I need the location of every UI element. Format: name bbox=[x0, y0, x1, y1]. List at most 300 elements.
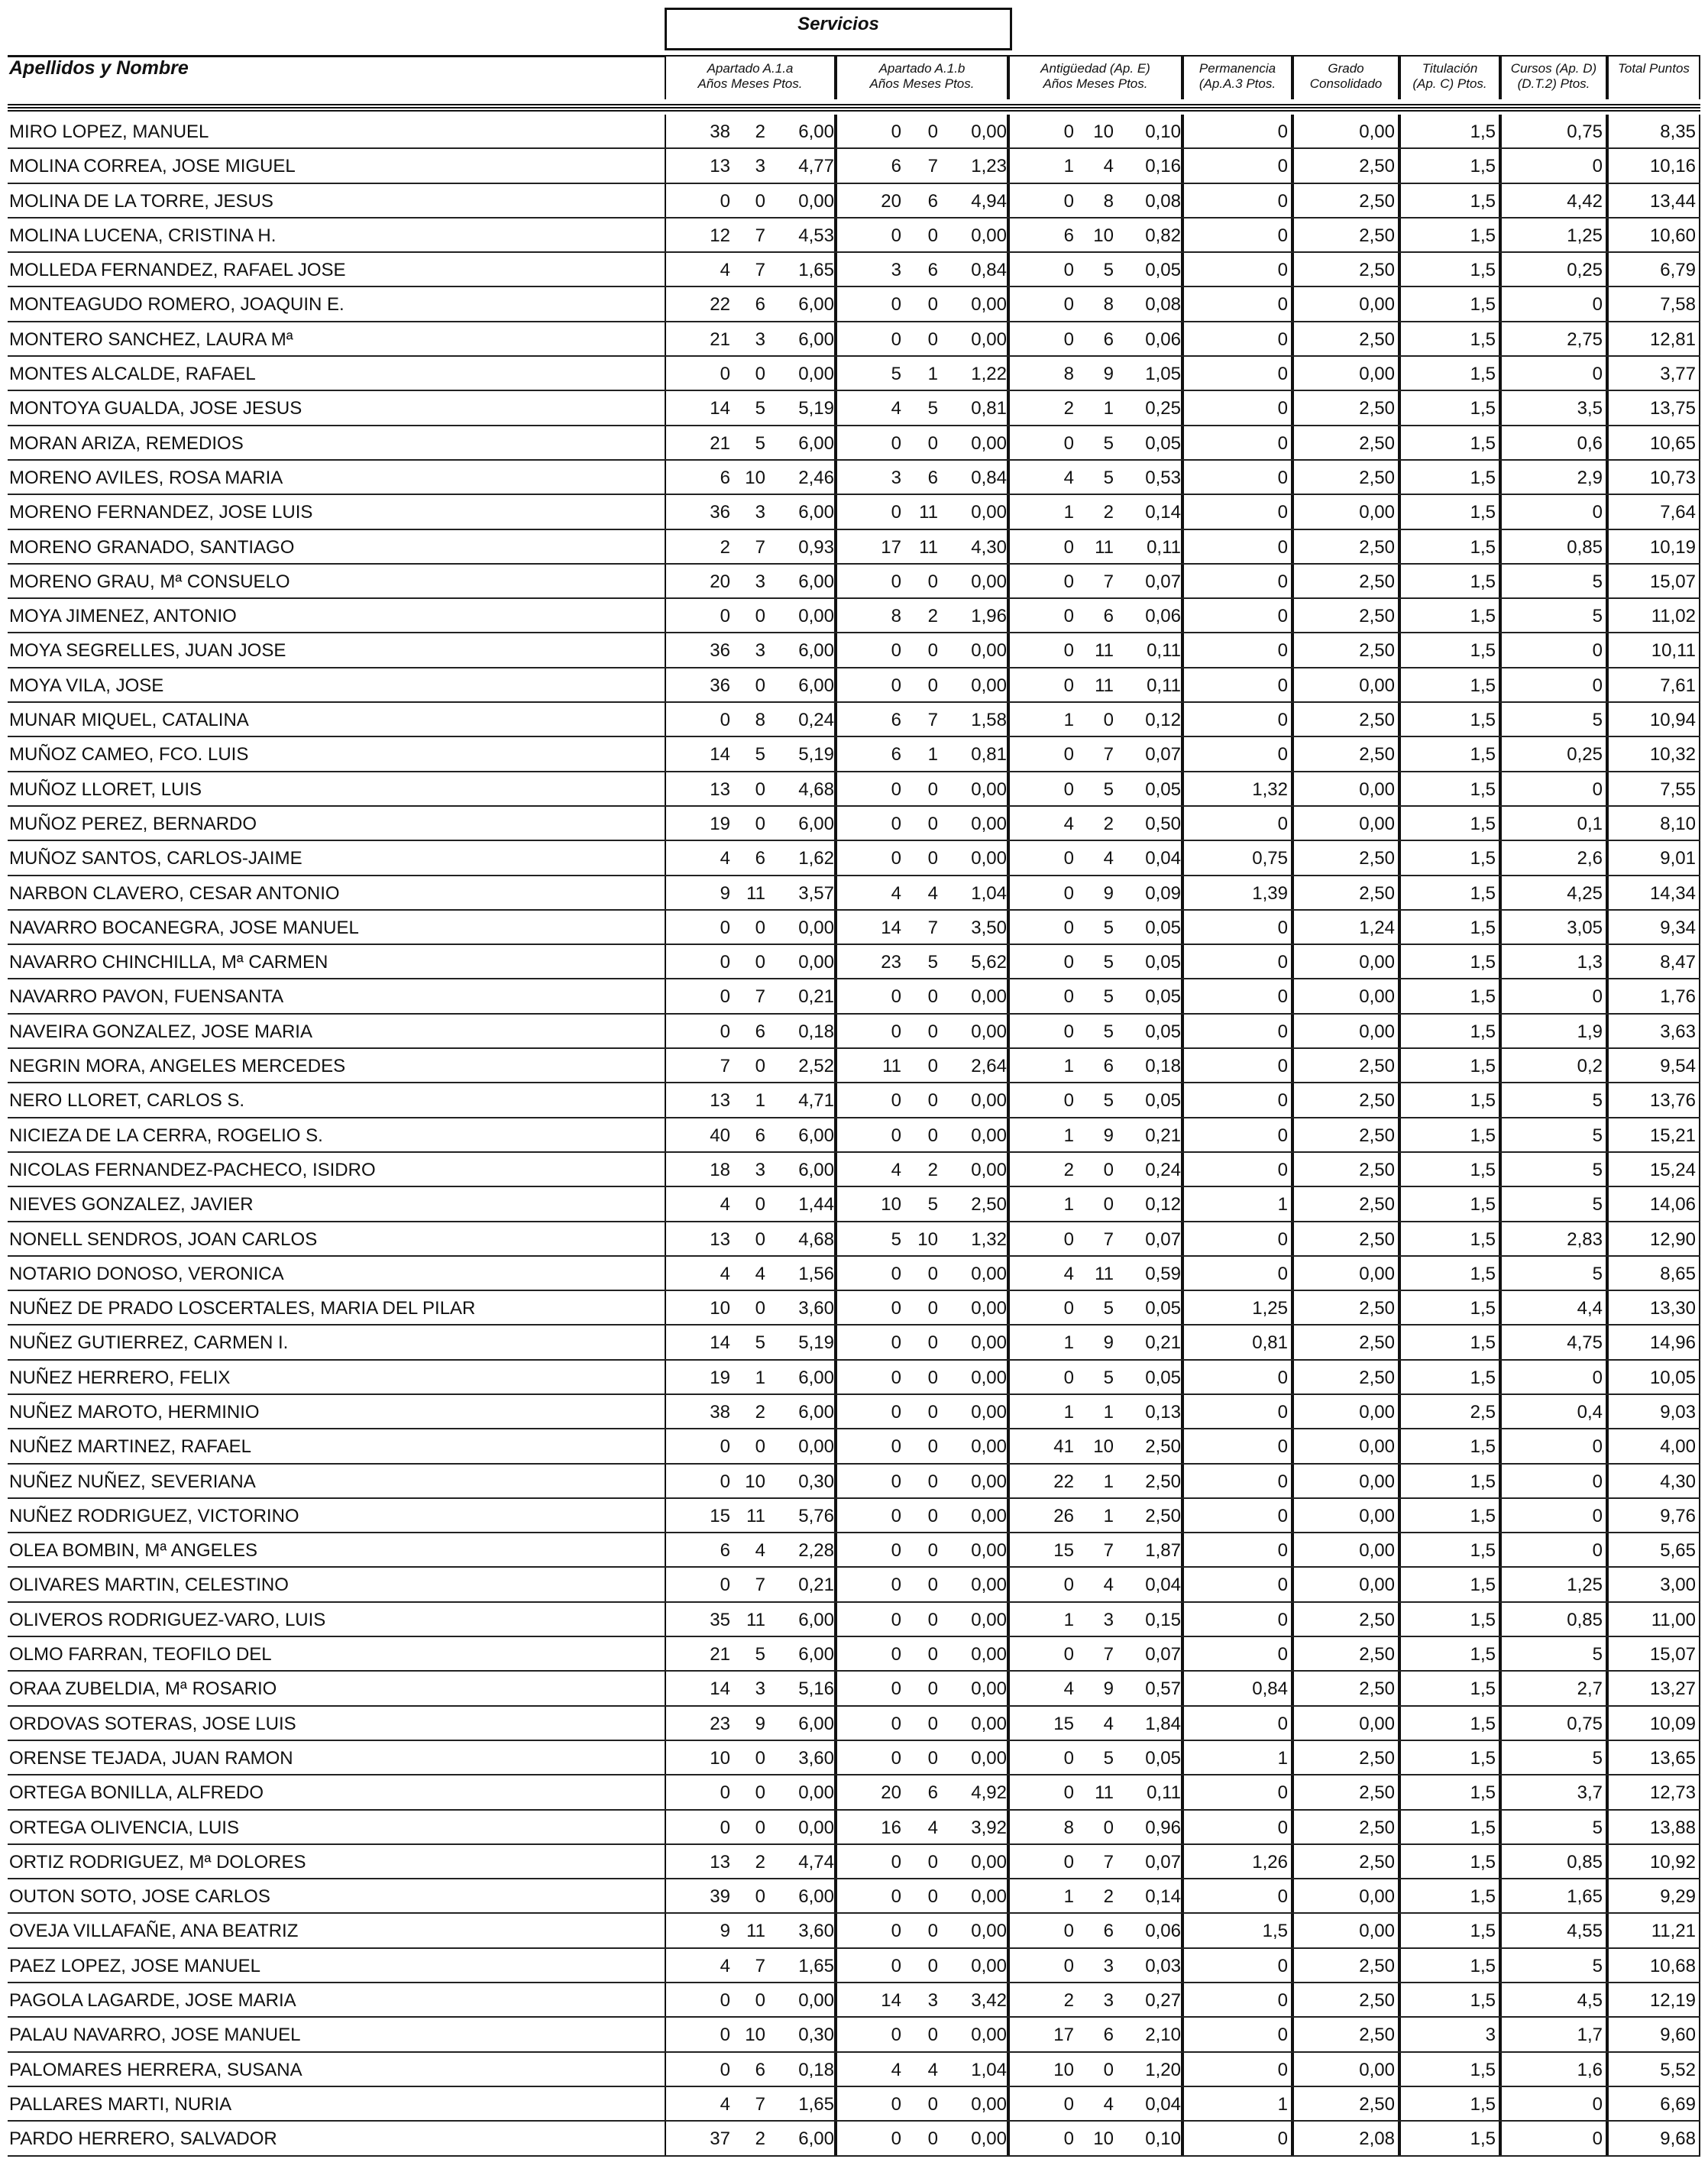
cell-a1b-anos: 0 bbox=[891, 1505, 901, 1526]
cell-a1a-anos: 21 bbox=[710, 432, 730, 454]
cell-group-a1a bbox=[665, 703, 836, 737]
cell-a1a-anos: 20 bbox=[710, 571, 730, 592]
cell-antiguedad-anos: 2 bbox=[1063, 1159, 1074, 1180]
cell-cursos: 0 bbox=[1500, 772, 1607, 807]
cell-titulacion: 1,5 bbox=[1399, 1257, 1500, 1291]
header-cursos: Cursos (Ap. D) (D.T.2) Ptos. bbox=[1500, 55, 1607, 99]
cell-a1b-ptos: 0,00 bbox=[971, 2128, 1007, 2150]
cell-a1b-meses: 7 bbox=[927, 710, 938, 731]
cell-a1a-ptos: 1,65 bbox=[798, 1955, 834, 1976]
cell-a1a-ptos: 6,00 bbox=[798, 432, 834, 454]
cell-titulacion: 1,5 bbox=[1399, 461, 1500, 495]
cell-group-a1a bbox=[665, 1603, 836, 1637]
cell-permanencia: 1,26 bbox=[1182, 1845, 1292, 1879]
cell-group-a1a bbox=[665, 184, 836, 218]
cell-total: 1,76 bbox=[1607, 979, 1700, 1014]
cell-a1b-ptos: 1,04 bbox=[971, 882, 1007, 904]
cell-cursos: 2,7 bbox=[1500, 1672, 1607, 1706]
cell-a1a-ptos: 6,00 bbox=[798, 1609, 834, 1630]
cell-a1a-ptos: 6,00 bbox=[798, 1713, 834, 1734]
header-name: Apellidos y Nombre bbox=[8, 55, 665, 99]
cell-grado: 0,00 bbox=[1292, 945, 1399, 979]
cell-total: 9,29 bbox=[1607, 1879, 1700, 1914]
cell-a1b-anos: 6 bbox=[891, 710, 901, 731]
cell-a1a-ptos: 6,00 bbox=[798, 813, 834, 834]
cell-grado: 2,50 bbox=[1292, 1983, 1399, 2018]
cell-group-a1b bbox=[836, 1845, 1008, 1879]
cell-a1b-meses: 0 bbox=[927, 778, 938, 800]
table-row bbox=[8, 1395, 1700, 1429]
cell-a1b-meses: 0 bbox=[927, 1921, 938, 1942]
cell-antiguedad-meses: 3 bbox=[1103, 1955, 1114, 1976]
cell-a1b-meses: 0 bbox=[927, 121, 938, 142]
cell-total: 7,61 bbox=[1607, 668, 1700, 703]
cell-group-antiguedad bbox=[1008, 287, 1182, 322]
cell-antiguedad-meses: 5 bbox=[1103, 1298, 1114, 1319]
table-row bbox=[8, 1187, 1700, 1222]
cell-group-a1b bbox=[836, 1533, 1008, 1568]
cell-group-antiguedad bbox=[1008, 253, 1182, 287]
cell-a1a-ptos: 1,44 bbox=[798, 1194, 834, 1215]
cell-antiguedad-ptos: 0,24 bbox=[1145, 1159, 1181, 1180]
cell-antiguedad-ptos: 0,04 bbox=[1145, 848, 1181, 869]
cell-antiguedad-meses: 10 bbox=[1093, 225, 1114, 246]
cell-a1a-ptos: 6,00 bbox=[798, 1644, 834, 1665]
cell-a1a-meses: 7 bbox=[755, 225, 765, 246]
cell-name: ORTIZ RODRIGUEZ, Mª DOLORES bbox=[9, 1851, 306, 1873]
cell-total: 13,75 bbox=[1607, 391, 1700, 426]
cell-antiguedad-ptos: 0,05 bbox=[1145, 1747, 1181, 1769]
cell-antiguedad-meses: 11 bbox=[1095, 1782, 1114, 1804]
cell-a1a-ptos: 0,00 bbox=[798, 364, 834, 385]
cell-group-a1a bbox=[665, 357, 836, 391]
cell-grado: 0,00 bbox=[1292, 807, 1399, 841]
cell-a1a-meses: 0 bbox=[755, 1056, 765, 1077]
cell-total: 8,47 bbox=[1607, 945, 1700, 979]
cell-antiguedad-ptos: 0,05 bbox=[1145, 952, 1181, 973]
cell-a1b-anos: 3 bbox=[891, 467, 901, 488]
cell-a1b-anos: 0 bbox=[891, 1747, 901, 1769]
cell-cursos: 4,25 bbox=[1500, 876, 1607, 911]
cell-a1b-meses: 0 bbox=[927, 1955, 938, 1976]
cell-group-a1b bbox=[836, 599, 1008, 633]
cell-antiguedad-ptos: 0,04 bbox=[1145, 1575, 1181, 1596]
cell-name: OLEA BOMBIN, Mª ANGELES bbox=[9, 1540, 257, 1562]
cell-a1b-meses: 0 bbox=[927, 1644, 938, 1665]
cell-name: MOYA JIMENEZ, ANTONIO bbox=[9, 606, 237, 627]
cell-titulacion: 1,5 bbox=[1399, 979, 1500, 1014]
cell-grado: 2,50 bbox=[1292, 1672, 1399, 1706]
cell-total: 10,32 bbox=[1607, 737, 1700, 772]
cell-antiguedad-meses: 9 bbox=[1103, 1332, 1114, 1354]
cell-a1a-ptos: 3,57 bbox=[798, 882, 834, 904]
cell-a1a-meses: 11 bbox=[746, 1505, 765, 1526]
cell-a1a-anos: 6 bbox=[720, 467, 730, 488]
cell-group-a1b bbox=[836, 495, 1008, 529]
cell-a1a-meses: 5 bbox=[755, 398, 765, 419]
cell-antiguedad-meses: 10 bbox=[1093, 1436, 1114, 1458]
cell-permanencia: 0 bbox=[1182, 1775, 1292, 1810]
cell-name: PAGOLA LAGARDE, JOSE MARIA bbox=[9, 1990, 296, 2012]
cell-a1a-ptos: 6,00 bbox=[798, 571, 834, 592]
cell-group-antiguedad bbox=[1008, 322, 1182, 357]
cell-a1b-meses: 1 bbox=[927, 364, 938, 385]
cell-a1b-anos: 0 bbox=[891, 1540, 901, 1562]
cell-a1b-anos: 4 bbox=[891, 2059, 901, 2080]
cell-a1b-meses: 0 bbox=[927, 1505, 938, 1526]
cell-grado: 2,50 bbox=[1292, 1811, 1399, 1845]
table-row bbox=[8, 807, 1700, 841]
servicios-header: Servicios bbox=[665, 8, 1012, 50]
header-a1b: Apartado A.1.b Años Meses Ptos. bbox=[836, 55, 1008, 99]
cell-a1a-ptos: 3,60 bbox=[798, 1921, 834, 1942]
cell-antiguedad-anos: 0 bbox=[1063, 606, 1074, 627]
cell-antiguedad-meses: 2 bbox=[1103, 502, 1114, 523]
cell-antiguedad-meses: 0 bbox=[1103, 1194, 1114, 1215]
cell-a1b-ptos: 5,62 bbox=[971, 952, 1007, 973]
cell-antiguedad-meses: 7 bbox=[1103, 1851, 1114, 1873]
cell-a1b-anos: 0 bbox=[891, 640, 901, 662]
cell-antiguedad-meses: 11 bbox=[1095, 1263, 1114, 1284]
cell-group-a1a bbox=[665, 1811, 836, 1845]
cell-grado: 0,00 bbox=[1292, 1257, 1399, 1291]
cell-antiguedad-meses: 10 bbox=[1093, 121, 1114, 142]
cell-antiguedad-anos: 0 bbox=[1063, 1367, 1074, 1388]
cell-antiguedad-anos: 15 bbox=[1053, 1540, 1074, 1562]
cell-cursos: 5 bbox=[1500, 1811, 1607, 1845]
cell-a1a-anos: 38 bbox=[710, 121, 730, 142]
cell-group-a1a bbox=[665, 322, 836, 357]
cell-permanencia: 0 bbox=[1182, 426, 1292, 461]
cell-antiguedad-anos: 0 bbox=[1063, 1851, 1074, 1873]
cell-a1b-meses: 4 bbox=[927, 2059, 938, 2080]
cell-antiguedad-anos: 0 bbox=[1063, 1955, 1074, 1976]
cell-a1b-ptos: 1,32 bbox=[971, 1228, 1007, 1250]
cell-grado: 2,50 bbox=[1292, 1775, 1399, 1810]
cell-a1a-ptos: 0,21 bbox=[798, 1575, 834, 1596]
cell-group-a1a bbox=[665, 2122, 836, 2156]
table-row bbox=[8, 633, 1700, 668]
cell-cursos: 0 bbox=[1500, 633, 1607, 668]
table-row bbox=[8, 1983, 1700, 2018]
table-row bbox=[8, 1603, 1700, 1637]
cell-total: 9,60 bbox=[1607, 2018, 1700, 2052]
cell-group-antiguedad bbox=[1008, 357, 1182, 391]
cell-permanencia: 1,25 bbox=[1182, 1291, 1292, 1326]
cell-a1b-ptos: 0,00 bbox=[971, 432, 1007, 454]
cell-total: 5,52 bbox=[1607, 2053, 1700, 2087]
cell-antiguedad-meses: 6 bbox=[1103, 2025, 1114, 2046]
cell-group-antiguedad bbox=[1008, 2087, 1182, 2122]
cell-group-antiguedad bbox=[1008, 1015, 1182, 1049]
cell-total: 15,21 bbox=[1607, 1118, 1700, 1153]
cell-name: MOYA VILA, JOSE bbox=[9, 675, 164, 696]
cell-group-antiguedad bbox=[1008, 979, 1182, 1014]
cell-group-a1a bbox=[665, 287, 836, 322]
cell-a1a-ptos: 0,21 bbox=[798, 986, 834, 1008]
cell-cursos: 4,75 bbox=[1500, 1326, 1607, 1360]
cell-grado: 1,24 bbox=[1292, 911, 1399, 945]
cell-antiguedad-meses: 4 bbox=[1103, 2093, 1114, 2115]
cell-antiguedad-anos: 4 bbox=[1063, 813, 1074, 834]
cell-group-antiguedad bbox=[1008, 911, 1182, 945]
cell-antiguedad-ptos: 0,07 bbox=[1145, 1851, 1181, 1873]
cell-group-antiguedad bbox=[1008, 391, 1182, 426]
cell-group-antiguedad bbox=[1008, 1568, 1182, 1602]
cell-group-a1b bbox=[836, 1775, 1008, 1810]
cell-antiguedad-ptos: 0,18 bbox=[1145, 1056, 1181, 1077]
cell-antiguedad-anos: 0 bbox=[1063, 917, 1074, 938]
cell-permanencia: 0 bbox=[1182, 1707, 1292, 1741]
cell-a1a-anos: 22 bbox=[710, 294, 730, 316]
cell-a1a-anos: 21 bbox=[710, 329, 730, 350]
table-row bbox=[8, 1949, 1700, 1983]
cell-total: 13,27 bbox=[1607, 1672, 1700, 1706]
table-row bbox=[8, 115, 1700, 149]
cell-group-a1b bbox=[836, 530, 1008, 565]
cell-a1b-anos: 0 bbox=[891, 1575, 901, 1596]
cell-group-a1b bbox=[836, 184, 1008, 218]
cell-a1b-meses: 0 bbox=[927, 2093, 938, 2115]
cell-group-a1a bbox=[665, 1187, 836, 1222]
cell-grado: 0,00 bbox=[1292, 115, 1399, 149]
cell-titulacion: 1,5 bbox=[1399, 149, 1500, 183]
cell-name: MUNAR MIQUEL, CATALINA bbox=[9, 710, 249, 731]
cell-antiguedad-meses: 6 bbox=[1103, 329, 1114, 350]
cell-antiguedad-ptos: 0,10 bbox=[1145, 2128, 1181, 2150]
cell-a1a-meses: 3 bbox=[755, 1678, 765, 1700]
cell-a1b-anos: 0 bbox=[891, 2128, 901, 2150]
cell-name: MONTOYA GUALDA, JOSE JESUS bbox=[9, 398, 302, 419]
cell-cursos: 2,75 bbox=[1500, 322, 1607, 357]
cell-a1a-ptos: 3,60 bbox=[798, 1747, 834, 1769]
cell-antiguedad-ptos: 2,10 bbox=[1145, 2025, 1181, 2046]
cell-a1a-meses: 5 bbox=[755, 1644, 765, 1665]
cell-a1b-anos: 0 bbox=[891, 1609, 901, 1630]
cell-name: NAVARRO PAVON, FUENSANTA bbox=[9, 986, 284, 1008]
cell-group-antiguedad bbox=[1008, 218, 1182, 253]
cell-total: 10,60 bbox=[1607, 218, 1700, 253]
cell-total: 6,79 bbox=[1607, 253, 1700, 287]
cell-a1a-meses: 10 bbox=[745, 1471, 765, 1492]
cell-total: 3,63 bbox=[1607, 1015, 1700, 1049]
cell-a1b-anos: 0 bbox=[891, 1955, 901, 1976]
cell-a1b-anos: 6 bbox=[891, 744, 901, 766]
cell-group-a1b bbox=[836, 737, 1008, 772]
table-row bbox=[8, 2122, 1700, 2156]
cell-antiguedad-ptos: 0,12 bbox=[1145, 1194, 1181, 1215]
cell-cursos: 5 bbox=[1500, 1153, 1607, 1187]
cell-group-antiguedad bbox=[1008, 1291, 1182, 1326]
cell-group-antiguedad bbox=[1008, 1983, 1182, 2018]
cell-antiguedad-anos: 1 bbox=[1063, 1125, 1074, 1146]
cell-antiguedad-meses: 7 bbox=[1103, 1540, 1114, 1562]
cell-grado: 0,00 bbox=[1292, 495, 1399, 529]
cell-group-a1a bbox=[665, 1291, 836, 1326]
cell-a1a-meses: 5 bbox=[755, 1332, 765, 1354]
cell-antiguedad-meses: 4 bbox=[1103, 1575, 1114, 1596]
cell-total: 13,88 bbox=[1607, 1811, 1700, 1845]
cell-permanencia: 0 bbox=[1182, 668, 1292, 703]
cell-name: ORDOVAS SOTERAS, JOSE LUIS bbox=[9, 1713, 296, 1734]
cell-a1b-meses: 0 bbox=[927, 986, 938, 1008]
table-row bbox=[8, 1672, 1700, 1706]
cell-a1b-anos: 14 bbox=[881, 917, 901, 938]
cell-group-a1a bbox=[665, 1879, 836, 1914]
cell-cursos: 1,25 bbox=[1500, 1568, 1607, 1602]
cell-a1a-anos: 0 bbox=[720, 917, 730, 938]
cell-name: NICIEZA DE LA CERRA, ROGELIO S. bbox=[9, 1125, 323, 1146]
cell-name: MIRO LOPEZ, MANUEL bbox=[9, 121, 209, 142]
cell-titulacion: 1,5 bbox=[1399, 1845, 1500, 1879]
cell-group-a1b bbox=[836, 115, 1008, 149]
cell-antiguedad-meses: 5 bbox=[1103, 432, 1114, 454]
cell-group-a1b bbox=[836, 1395, 1008, 1429]
cell-a1a-ptos: 6,00 bbox=[798, 1886, 834, 1908]
cell-a1b-meses: 7 bbox=[927, 917, 938, 938]
cell-cursos: 2,6 bbox=[1500, 841, 1607, 876]
cell-cursos: 5 bbox=[1500, 565, 1607, 599]
cell-antiguedad-meses: 2 bbox=[1103, 813, 1114, 834]
cell-grado: 2,50 bbox=[1292, 1222, 1399, 1257]
cell-name: ORTEGA BONILLA, ALFREDO bbox=[9, 1782, 264, 1804]
cell-antiguedad-anos: 4 bbox=[1063, 467, 1074, 488]
cell-group-a1b bbox=[836, 841, 1008, 876]
cell-group-a1b bbox=[836, 945, 1008, 979]
cell-antiguedad-meses: 1 bbox=[1103, 398, 1114, 419]
cell-name: MUÑOZ PEREZ, BERNARDO bbox=[9, 813, 257, 834]
cell-a1a-ptos: 4,77 bbox=[798, 156, 834, 177]
cell-name: PALOMARES HERRERA, SUSANA bbox=[9, 2059, 302, 2080]
cell-antiguedad-meses: 8 bbox=[1103, 294, 1114, 316]
cell-permanencia: 0 bbox=[1182, 1879, 1292, 1914]
cell-a1a-anos: 10 bbox=[710, 1298, 730, 1319]
cell-name: MUÑOZ CAMEO, FCO. LUIS bbox=[9, 744, 249, 766]
cell-a1a-meses: 1 bbox=[755, 1367, 765, 1388]
cell-a1a-ptos: 1,62 bbox=[798, 848, 834, 869]
cell-antiguedad-ptos: 0,09 bbox=[1145, 882, 1181, 904]
cell-group-a1b bbox=[836, 1603, 1008, 1637]
cell-permanencia: 0,84 bbox=[1182, 1672, 1292, 1706]
cell-a1a-anos: 18 bbox=[710, 1159, 730, 1180]
cell-total: 11,21 bbox=[1607, 1914, 1700, 1948]
cell-a1b-anos: 0 bbox=[891, 225, 901, 246]
cell-antiguedad-anos: 0 bbox=[1063, 952, 1074, 973]
cell-antiguedad-meses: 0 bbox=[1103, 2059, 1114, 2080]
cell-group-antiguedad bbox=[1008, 668, 1182, 703]
cell-a1b-ptos: 0,00 bbox=[971, 225, 1007, 246]
cell-a1a-anos: 38 bbox=[710, 1401, 730, 1423]
cell-group-a1a bbox=[665, 149, 836, 183]
cell-cursos: 0 bbox=[1500, 979, 1607, 1014]
cell-group-a1b bbox=[836, 633, 1008, 668]
cell-antiguedad-anos: 0 bbox=[1063, 744, 1074, 766]
cell-a1a-ptos: 5,19 bbox=[798, 1332, 834, 1354]
cell-a1a-anos: 9 bbox=[720, 1921, 730, 1942]
cell-group-a1b bbox=[836, 461, 1008, 495]
cell-grado: 0,00 bbox=[1292, 979, 1399, 1014]
cell-name: NUÑEZ MAROTO, HERMINIO bbox=[9, 1401, 260, 1423]
cell-group-a1a bbox=[665, 911, 836, 945]
cell-a1a-meses: 0 bbox=[755, 778, 765, 800]
cell-titulacion: 1,5 bbox=[1399, 530, 1500, 565]
cell-a1a-ptos: 6,00 bbox=[798, 329, 834, 350]
cell-titulacion: 1,5 bbox=[1399, 391, 1500, 426]
cell-cursos: 0,4 bbox=[1500, 1395, 1607, 1429]
cell-cursos: 0,75 bbox=[1500, 1707, 1607, 1741]
cell-a1b-meses: 5 bbox=[927, 1194, 938, 1215]
cell-titulacion: 1,5 bbox=[1399, 287, 1500, 322]
cell-group-antiguedad bbox=[1008, 1153, 1182, 1187]
cell-group-a1b bbox=[836, 1222, 1008, 1257]
cell-a1b-anos: 0 bbox=[891, 1298, 901, 1319]
cell-cursos: 5 bbox=[1500, 1187, 1607, 1222]
cell-group-a1b bbox=[836, 2087, 1008, 2122]
cell-a1a-meses: 0 bbox=[755, 952, 765, 973]
cell-a1a-meses: 2 bbox=[755, 1401, 765, 1423]
cell-group-a1b bbox=[836, 2122, 1008, 2156]
cell-a1a-ptos: 0,24 bbox=[798, 710, 834, 731]
cell-antiguedad-anos: 0 bbox=[1063, 1090, 1074, 1112]
cell-cursos: 5 bbox=[1500, 1083, 1607, 1118]
cell-antiguedad-meses: 3 bbox=[1103, 1990, 1114, 2012]
cell-group-a1a bbox=[665, 115, 836, 149]
cell-cursos: 2,83 bbox=[1500, 1222, 1607, 1257]
cell-a1a-anos: 4 bbox=[720, 260, 730, 281]
cell-a1b-ptos: 0,00 bbox=[971, 1367, 1007, 1388]
cell-name: NUÑEZ HERRERO, FELIX bbox=[9, 1367, 231, 1388]
cell-antiguedad-meses: 5 bbox=[1103, 260, 1114, 281]
cell-titulacion: 1,5 bbox=[1399, 322, 1500, 357]
cell-a1a-anos: 13 bbox=[710, 156, 730, 177]
cell-a1a-anos: 19 bbox=[710, 813, 730, 834]
cell-cursos: 4,55 bbox=[1500, 1914, 1607, 1948]
cell-antiguedad-meses: 5 bbox=[1103, 917, 1114, 938]
cell-a1a-anos: 0 bbox=[720, 2059, 730, 2080]
cell-grado: 2,08 bbox=[1292, 2122, 1399, 2156]
table-row bbox=[8, 772, 1700, 807]
table-row bbox=[8, 253, 1700, 287]
cell-group-antiguedad bbox=[1008, 1118, 1182, 1153]
table-row bbox=[8, 184, 1700, 218]
cell-antiguedad-anos: 0 bbox=[1063, 329, 1074, 350]
cell-permanencia: 0 bbox=[1182, 1118, 1292, 1153]
cell-a1a-anos: 36 bbox=[710, 640, 730, 662]
cell-grado: 2,50 bbox=[1292, 1741, 1399, 1775]
cell-antiguedad-ptos: 0,15 bbox=[1145, 1609, 1181, 1630]
table-row bbox=[8, 1118, 1700, 1153]
cell-a1a-anos: 4 bbox=[720, 1263, 730, 1284]
cell-permanencia: 0 bbox=[1182, 322, 1292, 357]
cell-a1b-anos: 0 bbox=[891, 778, 901, 800]
cell-a1a-meses: 0 bbox=[755, 1298, 765, 1319]
cell-group-a1a bbox=[665, 1775, 836, 1810]
cell-a1b-ptos: 0,00 bbox=[971, 2093, 1007, 2115]
table-row bbox=[8, 357, 1700, 391]
cell-antiguedad-meses: 0 bbox=[1103, 1817, 1114, 1838]
cell-titulacion: 1,5 bbox=[1399, 1775, 1500, 1810]
cell-permanencia: 1 bbox=[1182, 1741, 1292, 1775]
cell-permanencia: 0 bbox=[1182, 1533, 1292, 1568]
table-row bbox=[8, 1879, 1700, 1914]
cell-permanencia: 1,39 bbox=[1182, 876, 1292, 911]
cell-a1a-anos: 0 bbox=[720, 1436, 730, 1458]
table-row bbox=[8, 1291, 1700, 1326]
cell-antiguedad-ptos: 0,59 bbox=[1145, 1263, 1181, 1284]
cell-permanencia: 0 bbox=[1182, 530, 1292, 565]
table-header bbox=[8, 55, 1700, 99]
cell-antiguedad-anos: 1 bbox=[1063, 1609, 1074, 1630]
